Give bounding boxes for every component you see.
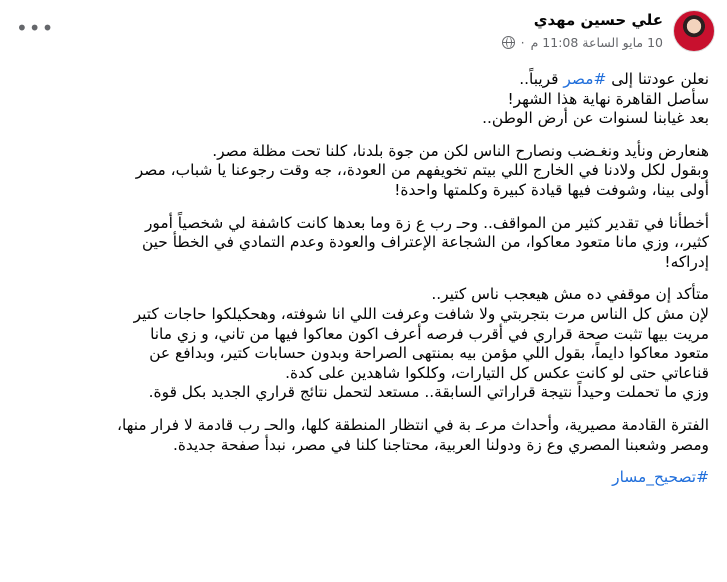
post-line: [14, 90, 709, 110]
post-line: [14, 181, 709, 201]
post-line: [14, 305, 709, 325]
post-text: بعد غيابنا لسنوات عن أرض الوطن..: [482, 109, 709, 128]
post-paragraph: [14, 416, 709, 455]
author-name[interactable]: علي حسين مهدي: [533, 11, 663, 29]
post-text: قناعاتي حتى لو كانت عكس كل التيارات، وكلكوا شاهدين على كدة.: [285, 363, 709, 382]
post-text: وزي ما تحملت وحيداً نتيجة قراراتي السابقة.. مستعد لتحمل نتائج قراري الجديد بكل قوة.: [148, 383, 709, 402]
post-line: [14, 70, 709, 90]
post-line: [14, 161, 709, 181]
post-text: قريباً..: [519, 70, 564, 88]
author-avatar[interactable]: [673, 10, 715, 52]
post-paragraph: [14, 214, 709, 273]
post-text: نعلن عودتنا إلى: [606, 70, 709, 88]
post-text: أخطأنا في تقدير كثير من المواقف.. وحـ رب ع زة وما بعدها كانت كاشفة لي شخصياً أمور: [145, 213, 709, 232]
post-line: [14, 253, 709, 273]
post-text: لإن مش كل الناس مرت بتجربتي ولا شافت وعرفت اللي انا شوفته، وهحكيلكوا حاجات كتير: [133, 304, 709, 323]
post-paragraph: [14, 142, 709, 201]
globe-icon[interactable]: [502, 36, 515, 49]
post-line: [14, 214, 709, 234]
post-line: [14, 416, 709, 436]
post-line: [14, 325, 709, 345]
post-text: هنعارض ونأيد ونغـضب ونصارح الناس لكن من جوة بلدنا، كلنا تحت مظلة مصر.: [212, 141, 709, 160]
post-text: أولى بينا، وشوفت فيها قيادة كبيرة وكلمتها واحدة!: [394, 180, 709, 199]
post-line: [14, 109, 709, 129]
post-paragraph: [14, 285, 709, 403]
post-text: متعود معاكوا دايماً، بقول اللي مؤمن بيه بمنتهى الصراحة وبدون حسابات كتير، وبدافع عن: [149, 344, 709, 363]
hashtag-link[interactable]: #مصر: [563, 70, 607, 88]
post-text: سأصل القاهرة نهاية هذا الشهر!: [507, 89, 709, 108]
hashtag-link[interactable]: #تصحيح_مسار: [612, 468, 709, 487]
post-text: وبقول لكل ولادنا في الخارج اللي بيتم تخويفهم من العودة،، جه وقت رجوعنا يا شباب، مصر: [135, 161, 709, 180]
post-text: كثير،، وزي مانا متعود معاكوا، من الشجاعة الإعتراف والعودة وعدم التمادي في الخطأ حين: [141, 233, 709, 252]
post-body: [14, 70, 709, 501]
post-paragraph: [14, 70, 709, 129]
post-subline: [498, 33, 663, 53]
post-meta: [498, 10, 663, 53]
post-line: [14, 285, 709, 305]
post-line: [14, 364, 709, 384]
post-text: ومصر وشعبنا المصري وع زة ودولنا العربية، محتاجنا كلنا في مصر، نبدأ صفحة جديدة.: [172, 435, 709, 454]
post-header: [12, 10, 715, 58]
post-date[interactable]: 10 مايو الساعة 11:08 م: [530, 35, 663, 50]
ellipsis-icon[interactable]: •••: [16, 16, 55, 40]
meta-separator: ·: [520, 35, 525, 50]
post-text: متأكد إن موقفي ده مش هيعجب ناس كتير..: [431, 285, 709, 304]
post-line: [14, 383, 709, 403]
post-line: [14, 344, 709, 364]
post-line: [14, 142, 709, 162]
post-text: إدراكه!: [664, 252, 709, 271]
post-line: [14, 436, 709, 456]
post-text: الفترة القادمة مصيرية، وأحداث مرعـ بة في انتظار المنطقة كلها، والحـ رب قادمة لا فرار منها،: [117, 415, 709, 434]
post-text: مريت بيها تثبت صحة قراري في أقرب فرصه أعرف اكون معاكوا فيها من تاني، و زي مانا: [150, 324, 709, 343]
post-line: [14, 233, 709, 253]
